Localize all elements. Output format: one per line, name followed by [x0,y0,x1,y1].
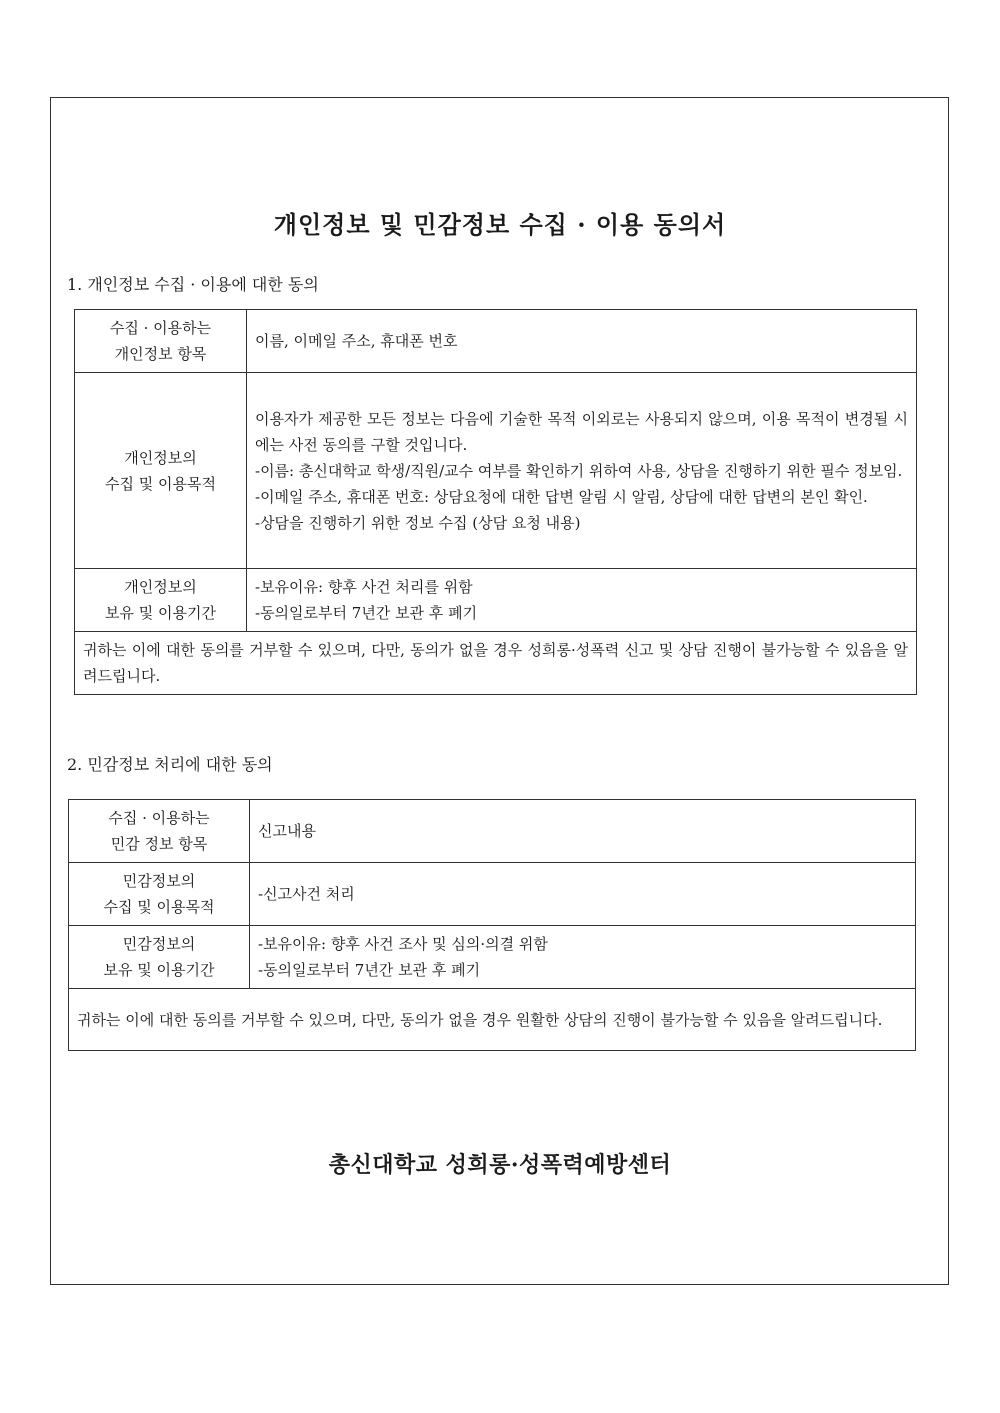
content-line: 신고내용 [258,822,316,840]
label-line: 개인정보 항목 [114,345,207,363]
row-label [69,926,250,989]
label-line: 수집 및 이용목적 [103,898,215,916]
sensitive-info-consent-table [68,799,916,1051]
label-line: 민감정보의 [122,935,196,953]
label-line: 수집 · 이용하는 [109,319,212,337]
content-line: -보유이유: 향후 사건 처리를 위함 [255,578,473,596]
row-content [247,569,917,632]
label-line: 보유 및 이용기간 [103,961,215,979]
content-line: -이메일 주소, 휴대폰 번호: 상담요청에 대한 답변 알림 시 알림, 상담에 대한 답변의 본인 확인. [255,487,868,506]
label-line: 수집 · 이용하는 [108,809,210,827]
personal-info-consent-table [74,309,917,695]
content-line: 이용자가 제공한 모든 정보는 다음에 기술한 목적 이외로는 사용되지 않으며, 이용 목적이 변경될 시에는 사전 동의를 구할 것입니다. [255,409,908,454]
table-row [69,800,916,863]
label-line: 수집 및 이용목적 [105,474,216,493]
label-line: 보유 및 이용기간 [105,604,216,622]
row-content [250,926,916,989]
consent-notice: 귀하는 이에 대한 동의를 거부할 수 있으며, 다만, 동의가 없을 경우 성희롱·성폭력 신고 및 상담 진행이 불가능할 수 있음을 알려드립니다. [75,632,917,695]
section1-heading: 1. 개인정보 수집 · 이용에 대한 동의 [67,275,319,294]
content-line: -보유이유: 향후 사건 조사 및 심의·의결 위함 [258,935,548,953]
row-label [69,800,250,863]
row-label [75,373,247,569]
content-line: -동의일로부터 7년간 보관 후 폐기 [258,961,481,979]
content-line: -신고사건 처리 [258,885,355,903]
row-label [69,863,250,926]
consent-notice: 귀하는 이에 대한 동의를 거부할 수 있으며, 다만, 동의가 없을 경우 원활한 상담의 진행이 불가능할 수 있음을 알려드립니다. [69,989,916,1051]
content-line: -동의일로부터 7년간 보관 후 폐기 [255,604,478,622]
table-row [75,310,917,373]
table-row [75,569,917,632]
label-line: 민감 정보 항목 [110,835,208,853]
row-content [250,863,916,926]
section2-heading: 2. 민감정보 처리에 대한 동의 [67,755,273,774]
table-row [69,989,916,1051]
document-title: 개인정보 및 민감정보 수집 · 이용 동의서 [273,210,727,239]
row-label [75,310,247,373]
table-row [69,926,916,989]
table-row [75,373,917,569]
label-line: 개인정보의 [124,448,197,467]
content-line: -상담을 진행하기 위한 정보 수집 (상담 요청 내용) [255,513,581,532]
label-line: 민감정보의 [122,872,196,890]
label-line: 개인정보의 [124,578,197,596]
content-line: -이름: 총신대학교 학생/직원/교수 여부를 확인하기 위하여 사용, 상담을 진행하기 위한 필수 정보임. [255,461,903,480]
table-row [75,632,917,695]
table-row [69,863,916,926]
row-content [247,373,917,569]
row-label [75,569,247,632]
row-content [250,800,916,863]
organization-footer: 총신대학교 성희롱·성폭력예방센터 [328,1152,672,1178]
content-line: 이름, 이메일 주소, 휴대폰 번호 [255,332,458,350]
row-content [247,310,917,373]
